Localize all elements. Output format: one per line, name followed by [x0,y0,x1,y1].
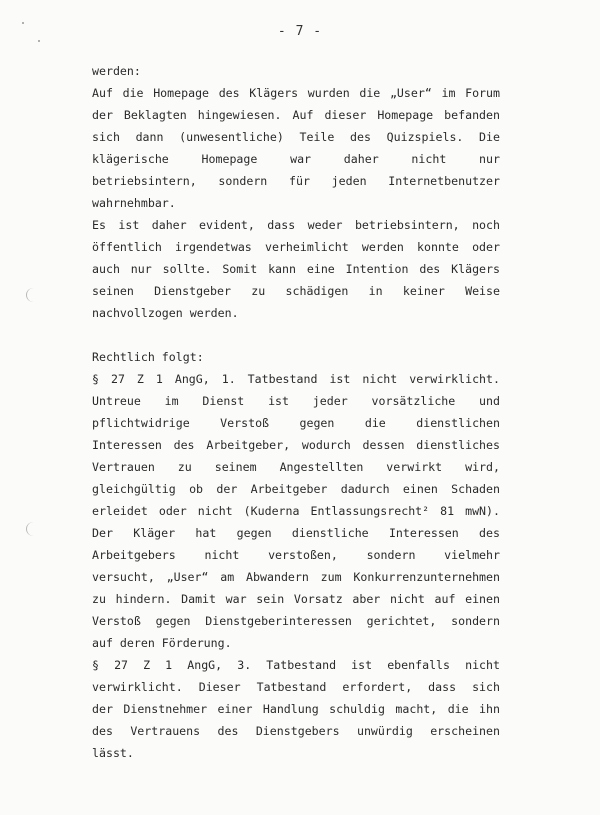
text-line: öffentlich irgendetwas verheimlicht werden konnte oder [92,240,500,254]
text-line: versucht, „User“ am Abwandern zum Konkurrenzunternehmen [92,570,500,584]
text-line: verwirklicht. Dieser Tatbestand erfordert, dass sich [92,680,500,694]
text-line: der Dienstnehmer einer Handlung schuldig macht, die ihn [92,702,500,716]
text-line: erleidet oder nicht (Kuderna Entlassungsrecht² 81 mwN). [92,504,500,518]
page-number: - 7 - [277,24,323,39]
text-line: pflichtwidrige Verstoß gegen die dienstlichen [92,416,500,430]
scan-speck [38,40,40,42]
text-line: nachvollzogen werden. [92,306,239,320]
text-line: auch nur sollte. Somit kann eine Intention des Klägers [92,262,500,276]
text-line: werden: [92,64,141,78]
text-line: zu hindern. Damit war sein Vorsatz aber nicht auf einen [92,592,500,606]
text-line: Arbeitgebers nicht verstoßen, sondern vielmehr [92,548,500,562]
text-line: Es ist daher evident, dass weder betriebsintern, noch [92,218,500,232]
text-line: Der Kläger hat gegen dienstliche Interessen des [92,526,500,540]
text-line: Rechtlich folgt: [92,350,204,364]
text-line: sich dann (unwesentliche) Teile des Quizspiels. Die [92,130,500,144]
document-body [92,60,500,764]
text-line: Verstoß gegen Dienstgeberinteressen gerichtet, sondern [92,614,500,628]
text-line: klägerische Homepage war daher nicht nur [92,152,500,166]
text-line: betriebsintern, sondern für jeden Internetbenutzer [92,174,500,188]
text-line: § 27 Z 1 AngG, 1. Tatbestand ist nicht verwirklicht. [92,372,500,386]
text-line: § 27 Z 1 AngG, 3. Tatbestand ist ebenfalls nicht [92,658,500,672]
text-line: auf deren Förderung. [92,636,232,650]
punch-hole-mark [26,522,41,536]
text-line: Vertrauen zu seinem Angestellten verwirkt wird, [92,460,500,474]
text-line: lässt. [92,746,134,760]
text-line: Auf die Homepage des Klägers wurden die „User“ im Forum [92,86,500,100]
text-line: wahrnehmbar. [92,196,176,210]
text-line: Interessen des Arbeitgeber, wodurch dessen dienstliches [92,438,500,452]
text-line: Untreue im Dienst ist jeder vorsätzliche und [92,394,500,408]
text-line: seinen Dienstgeber zu schädigen in keiner Weise [92,284,500,298]
text-line: des Vertrauens des Dienstgebers unwürdig erscheinen [92,724,500,738]
paragraph-gap [92,324,500,346]
punch-hole-mark [26,288,41,302]
text-line: der Beklagten hingewiesen. Auf dieser Homepage befanden [92,108,500,122]
text-line: gleichgültig ob der Arbeitgeber dadurch einen Schaden [92,482,500,496]
